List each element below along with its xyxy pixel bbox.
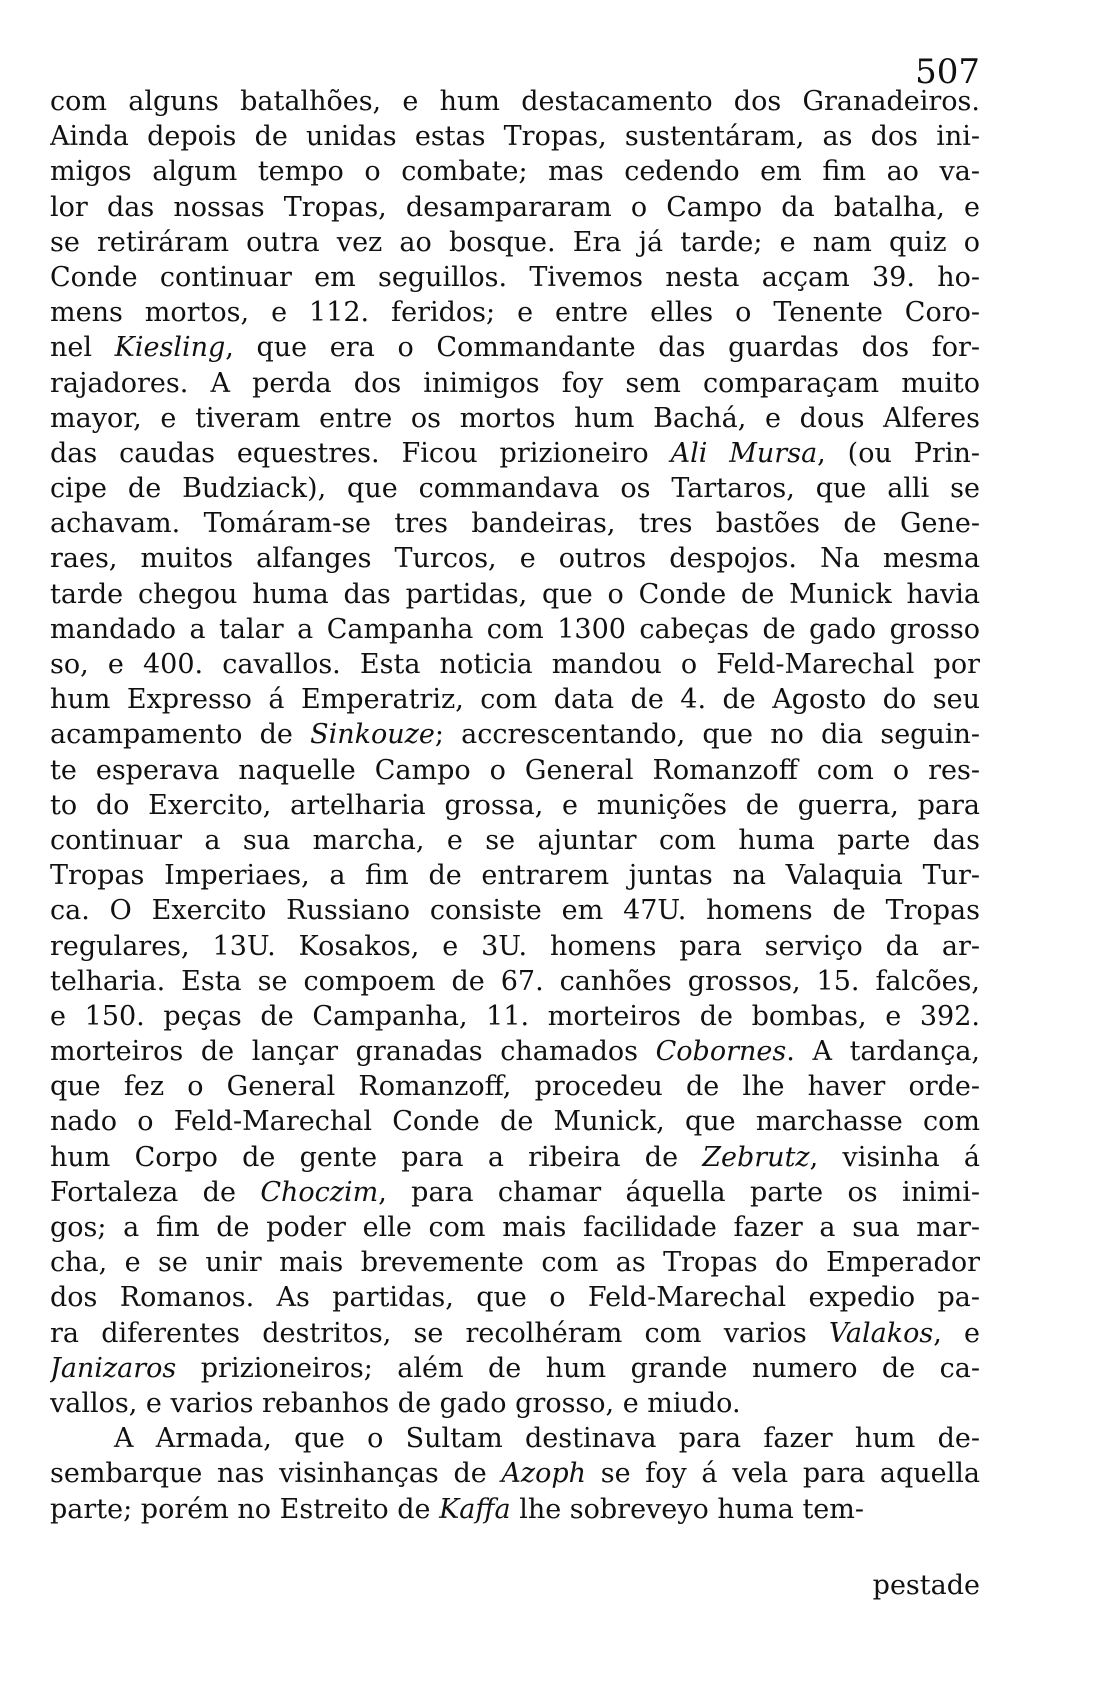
text-line: regulares, 13U. Kosakos, e 3U. homens para serviço da ar-	[50, 930, 980, 962]
italic-name: Cobornes	[655, 1036, 787, 1068]
text-line: so, e 400. cavallos. Esta noticia mandou o Feld-Marechal por	[50, 649, 980, 680]
text-line: continuar a sua marcha, e se ajuntar com huma parte das	[50, 824, 980, 856]
text-line: gos; a fim de poder elle com mais facilidade fazer a sua mar-	[50, 1212, 980, 1243]
text-line: sembarque nas visinhanças de Azoph se foy á vela para aquella	[50, 1458, 980, 1490]
text-line: raes, muitos alfanges Turcos, e outros despojos. Na mesma	[50, 543, 980, 575]
italic-name: Valakos	[828, 1317, 934, 1349]
text-line: ra diferentes destritos, se recolhéram com varios Valakos, e	[50, 1317, 980, 1349]
text-line: morteiros de lançar granadas chamados Cobornes. A tardança,	[50, 1036, 980, 1068]
text-line: migos algum tempo o combate; mas cedendo em fim ao va-	[50, 156, 980, 188]
text-line: A Armada, que o Sultam destinava para fazer hum de-	[114, 1423, 980, 1455]
italic-name: Zebrutz	[702, 1141, 810, 1173]
text-line: rajadores. A perda dos inimigos foy sem comparaçam muito	[50, 367, 980, 399]
text-line: mayor, e tiveram entre os mortos hum Bachá, e dous Alferes	[50, 402, 980, 434]
page-number: 507	[915, 52, 980, 92]
text-line: parte; porém no Estreito de Kaffa lhe sobreveyo huma tem-	[50, 1493, 864, 1525]
text-line: hum Corpo de gente para a ribeira de Zebrutz, visinha á	[50, 1141, 980, 1173]
text-line: e 150. peças de Campanha, 11. morteiros de bombas, e 392.	[50, 1000, 980, 1032]
text-line: lor das nossas Tropas, desampararam o Campo da batalha, e	[50, 191, 980, 223]
text-line: achavam. Tomáram-se tres bandeiras, tres bastões de Gene-	[50, 508, 980, 540]
italic-name: Janizaros	[50, 1352, 177, 1384]
body-text	[50, 84, 980, 1527]
text-line: Tropas Imperiaes, a fim de entrarem juntas na Valaquia Tur-	[50, 860, 980, 892]
text-line: Conde continuar em seguillos. Tivemos nesta acçam 39. ho-	[50, 261, 980, 293]
text-line: vallos, e varios rebanhos de gado grosso, e miudo.	[50, 1387, 741, 1419]
italic-name: Ali Mursa	[670, 437, 818, 469]
text-line: acampamento de Sinkouze; accrescentando, que no dia seguin-	[50, 719, 980, 751]
italic-name: Kaffa	[439, 1493, 511, 1525]
text-line: mandado a talar a Campanha com 1300 cabeças de gado grosso	[50, 613, 980, 645]
text-line: nado o Feld-Marechal Conde de Munick, que marchasse com	[50, 1106, 980, 1138]
text-line: das caudas equestres. Ficou prizioneiro Ali Mursa, (ou Prin-	[50, 437, 980, 469]
text-line: te esperava naquelle Campo o General Romanzoff com o res-	[50, 754, 980, 786]
italic-name: Kiesling	[114, 332, 226, 364]
text-line: dos Romanos. As partidas, que o Feld-Marechal expedio pa-	[50, 1282, 980, 1314]
text-line: que fez o General Romanzoff, procedeu de lhe haver orde-	[50, 1071, 980, 1103]
catchword: pestade	[872, 1570, 980, 1601]
text-line: se retiráram outra vez ao bosque. Era já tarde; e nam quiz o	[50, 226, 980, 258]
text-line: Ainda depois de unidas estas Tropas, sustentáram, as dos ini-	[50, 121, 980, 153]
text-line: tarde chegou huma das partidas, que o Conde de Munick havia	[50, 578, 980, 610]
text-line: ca. O Exercito Russiano consiste em 47U. homens de Tropas	[50, 895, 980, 927]
italic-name: Sinkouze	[310, 719, 435, 751]
text-line: cha, e se unir mais brevemente com as Tropas do Emperador	[50, 1247, 980, 1279]
text-line: nel Kiesling, que era o Commandante das guardas dos for-	[50, 332, 980, 364]
text-line: Fortaleza de Choczim, para chamar áquella parte os inimi-	[50, 1176, 980, 1208]
text-line: mens mortos, e 112. feridos; e entre elles o Tenente Coro-	[50, 297, 980, 329]
text-line: Janizaros prizioneiros; além de hum grande numero de ca-	[50, 1352, 980, 1384]
italic-name: Choczim	[260, 1176, 379, 1208]
text-line: hum Expresso á Emperatriz, com data de 4. de Agosto do seu	[50, 684, 980, 716]
italic-name: Azoph	[501, 1458, 587, 1490]
text-line: cipe de Budziack), que commandava os Tartaros, que alli se	[50, 473, 980, 505]
text-line: to do Exercito, artelharia grossa, e munições de guerra, para	[50, 789, 980, 821]
text-line: com alguns batalhões, e hum destacamento dos Granadeiros.	[50, 86, 980, 117]
text-line: telharia. Esta se compoem de 67. canhões grossos, 15. falcões,	[50, 965, 980, 997]
